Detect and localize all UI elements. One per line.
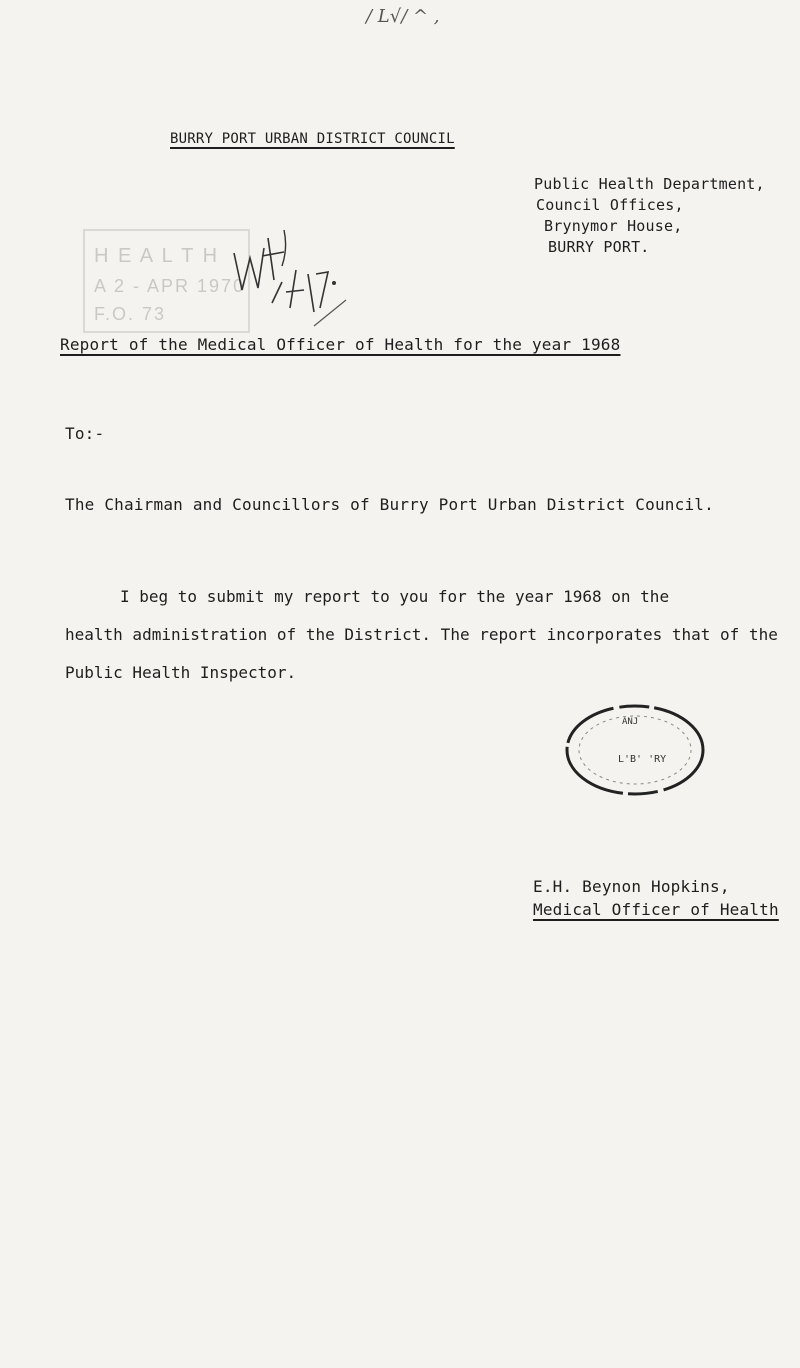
council-header-title: BURRY PORT URBAN DISTRICT COUNCIL: [170, 131, 455, 147]
report-title: Report of the Medical Officer of Health for the year 1968: [60, 335, 621, 354]
body-line-1: I beg to submit my report to you for the year 1968 on the: [120, 587, 670, 606]
seal-icon: [560, 700, 710, 800]
handwritten-scribble: [224, 208, 354, 328]
top-handwritten-mark: / L√/ ^ ,: [366, 6, 440, 27]
letterhead-house: Brynymor House,: [544, 217, 683, 235]
signature-role: Medical Officer of Health: [533, 900, 779, 919]
letterhead-offices: Council Offices,: [536, 196, 684, 214]
letterhead-address: [534, 174, 765, 258]
body-paragraph: [65, 578, 778, 692]
svg-text:A 2 - APR 1970: A 2 - APR 1970: [94, 276, 246, 296]
letterhead-department: Public Health Department,: [534, 175, 765, 193]
svg-text:H E A L T H: H E A L T H: [94, 245, 220, 267]
body-line-3: Public Health Inspector.: [65, 663, 297, 682]
salutation: To:-: [65, 424, 105, 443]
addressee-line: The Chairman and Councillors of Burry Port Urban District Council.: [65, 495, 714, 514]
svg-text:F.O. 73: F.O. 73: [94, 304, 167, 324]
handwritten-annotation: [224, 208, 354, 328]
svg-text:L'B' 'RY: L'B' 'RY: [618, 754, 667, 765]
letterhead-town: BURRY PORT.: [548, 238, 650, 256]
body-line-2: health administration of the District. The report incorporates that of the: [65, 625, 778, 644]
official-seal: [560, 700, 710, 800]
svg-text:ANJ: ANJ: [622, 717, 639, 727]
signature-name: E.H. Beynon Hopkins,: [533, 877, 730, 896]
